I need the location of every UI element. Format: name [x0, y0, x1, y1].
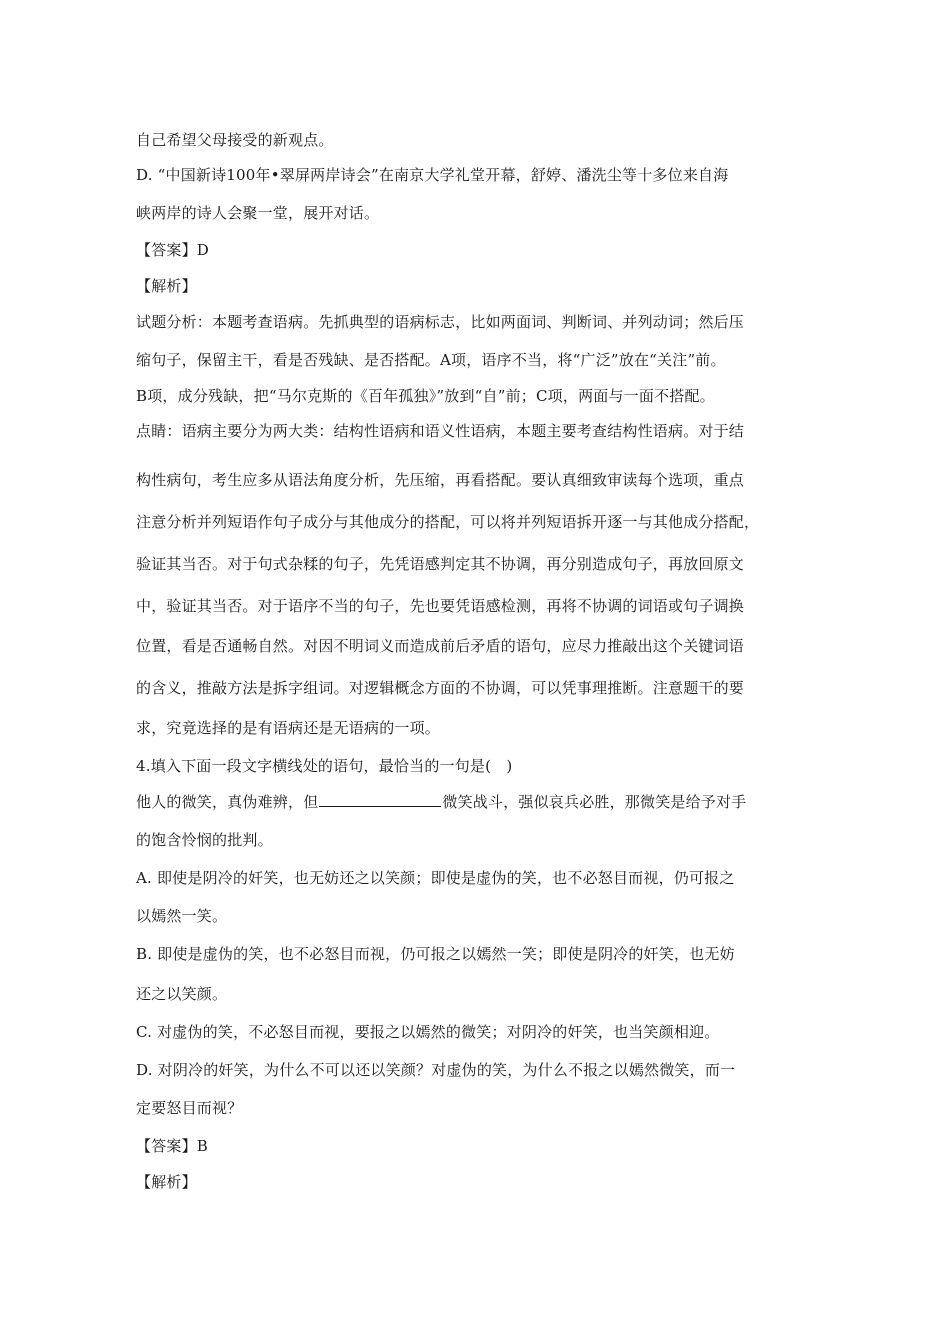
option-c-line: C. 对虚伪的笑，不必怒目而视，要报之以嫣然的微笑；对阴冷的奸笑，也当笑颜相迎。 — [136, 1023, 720, 1041]
option-b-line-2: 还之以笑颜。 — [136, 985, 228, 1003]
text-line: 点睛：语病主要分为两大类：结构性语病和语义性语病，本题主要考查结构性语病。对于结 — [136, 422, 745, 440]
passage-after-blank: 微笑战斗，强似哀兵必胜，那微笑是给予对手 — [442, 793, 747, 811]
analysis-label: 【解析】 — [136, 277, 197, 295]
text-line: 验证其当否。对于句式杂糅的句子，先凭语感判定其不协调，再分别造成句子，再放回原文 — [136, 555, 745, 573]
passage-line-2: 的饱含怜悯的批判。 — [136, 831, 273, 849]
analysis-label: 【解析】 — [136, 1173, 197, 1191]
option-d-line-1: D. 对阴冷的奸笑，为什么不可以还以笑颜？对虚伪的笑，为什么不报之以嫣然微笑，而一 — [136, 1061, 736, 1079]
passage-line-1 — [136, 792, 746, 812]
text-line: 试题分析：本题考查语病。先抓典型的语病标志，比如两面词、判断词、并列动词；然后压 — [136, 313, 745, 331]
option-d-line-2: 峡两岸的诗人会聚一堂，展开对话。 — [136, 204, 380, 222]
option-a-line-2: 以嫣然一笑。 — [136, 907, 228, 925]
text-line: 求，究竟选择的是有语病还是无语病的一项。 — [136, 719, 441, 737]
text-line: B项，成分残缺，把“马尔克斯的《百年孤独》”放到“自”前；C项，两面与一面不搭配。 — [136, 387, 715, 405]
fill-in-blank — [319, 792, 441, 807]
option-b-line-1: B. 即使是虚伪的笑，也不必怒目而视，仍可报之以嫣然一笑；即使是阴冷的奸笑，也无妨 — [136, 945, 735, 963]
text-line: 位置，看是否通畅自然。对因不明词义而造成前后矛盾的语句，应尽力推敲出这个关键词语 — [136, 637, 745, 655]
answer-label: 【答案】B — [136, 1137, 209, 1155]
option-d-line-2: 定要怒目而视？ — [136, 1099, 243, 1117]
text-line: 的含义，推敲方法是拆字组词。对逻辑概念方面的不协调，可以凭事理推断。注意题干的要 — [136, 679, 745, 697]
text-line: 注意分析并列短语作句子成分与其他成分的搭配，可以将并列短语拆开逐一与其他成分搭配， — [136, 513, 760, 531]
text-line: 缩句子，保留主干，看是否残缺、是否搭配。A项，语序不当，将“广泛”放在“关注”前。 — [136, 351, 726, 369]
option-d-line-1: D. “中国新诗100年•翠屏两岸诗会”在南京大学礼堂开幕，舒婷、潘洗尘等十多位来自海 — [136, 166, 729, 184]
text-line: 自己希望父母接受的新观点。 — [136, 131, 334, 149]
text-line: 中，验证其当否。对于语序不当的句子，先也要凭语感检测，再将不协调的词语或句子调换 — [136, 597, 745, 615]
question-4-stem: 4.填入下面一段文字横线处的语句，最恰当的一句是( ) — [136, 757, 513, 775]
text-line: 构性病句，考生应多从语法角度分析，先压缩，再看搭配。要认真细致审读每个选项，重点 — [136, 471, 745, 489]
answer-label: 【答案】D — [136, 241, 210, 259]
passage-before-blank: 他人的微笑，真伪难辨，但 — [136, 793, 319, 811]
option-a-line-1: A. 即使是阴冷的奸笑，也无妨还之以笑颜；即使是虚伪的笑，也不必怒目而视，仍可报之 — [136, 869, 735, 887]
